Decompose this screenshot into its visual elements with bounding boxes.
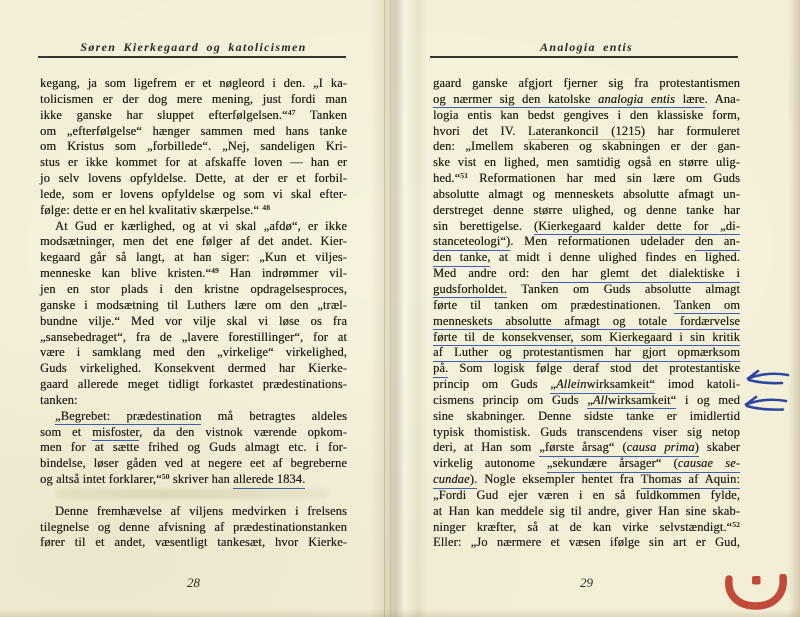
text-segment: jo selv lovens opfyldelse. Dette, at der er et forbil- xyxy=(40,171,347,186)
ink-underlined-text: 50 xyxy=(161,472,170,482)
text-segment: deri, at Han som xyxy=(433,440,540,455)
text-line xyxy=(40,440,347,456)
text-segment: . Men reformationen udelader xyxy=(510,234,695,249)
text-line xyxy=(40,361,347,377)
ink-underlined-text: 49 xyxy=(211,266,219,276)
text-line xyxy=(433,298,740,314)
ink-underlined-text: „ xyxy=(550,377,556,394)
text-line xyxy=(433,535,740,551)
text-segment: førte til tanken om prædestinationen. xyxy=(433,297,674,312)
text-segment: logia entis kan bedst gengives i den klassiske form, xyxy=(433,107,740,122)
text-line xyxy=(433,219,740,235)
text-line xyxy=(40,330,347,346)
ink-underlined-text: analogia entis xyxy=(598,92,675,109)
text-line xyxy=(40,314,347,330)
ink-underlined-text: Allein xyxy=(556,377,587,394)
text-line xyxy=(433,409,740,425)
text-line xyxy=(40,377,347,393)
text-line xyxy=(40,124,347,140)
text-segment: Tanken xyxy=(295,107,348,122)
margin-arrow-icons xyxy=(742,366,794,429)
ink-underlined-text: gudsforholdet. xyxy=(433,282,507,299)
text-segment: Som logisk følge deraf stod det protestantiske xyxy=(448,361,740,376)
text-line xyxy=(40,520,347,536)
text-line xyxy=(40,504,347,520)
ink-underlined-text: cundae xyxy=(433,472,470,489)
text-line xyxy=(40,298,347,314)
ink-underlined-text: wirksamkeit“ xyxy=(608,393,677,410)
text-segment: Med andre ord: xyxy=(433,266,542,281)
text-line xyxy=(40,472,347,488)
text-line xyxy=(433,124,740,140)
text-line xyxy=(433,187,740,203)
left-page-number: 28 xyxy=(187,575,200,590)
text-segment: i og med xyxy=(676,392,741,407)
ink-underlined-text: stanceteologi“) xyxy=(433,234,510,251)
text-segment: skaber xyxy=(698,440,741,455)
left-header-rule xyxy=(38,56,346,58)
text-line xyxy=(40,171,347,187)
text-segment: ganske i modsætning til Luthers lære om den „træl- xyxy=(40,297,347,312)
text-line xyxy=(433,282,740,298)
text-segment: sine skabninger. Denne sidste tanke er imidlertid xyxy=(433,408,740,423)
text-segment: følge: dette er en hel kvalitativ skærpelse.“ xyxy=(40,202,263,217)
ink-underlined-text: Tanken om xyxy=(674,298,740,315)
text-segment: imod katoli- xyxy=(655,377,740,392)
text-line xyxy=(433,520,740,536)
text-segment: sin berettigelse. xyxy=(433,218,534,233)
ink-underlined-text: misfoster xyxy=(92,425,139,442)
text-segment: absolutte almagt og menneskets absolutte afmagt un- xyxy=(433,186,740,201)
text-line xyxy=(433,361,740,377)
text-segment: har formuleret xyxy=(645,123,741,138)
ink-underlined-text: den har glemt det dialektiske i xyxy=(541,266,740,283)
ink-underlined-text: på. xyxy=(433,361,448,378)
text-segment: gaard allerede meget tidligt forkastet prædestinations- xyxy=(40,377,347,392)
text-line xyxy=(433,456,740,472)
text-line xyxy=(40,155,347,171)
text-segment: om „efterfølgelse“ hænger sammen med hans tanke xyxy=(40,123,347,138)
text-line xyxy=(433,314,740,330)
text-line xyxy=(433,76,740,92)
text-line xyxy=(433,155,740,171)
ink-underlined-text: ). xyxy=(470,472,478,489)
text-segment: cismens princip om Guds xyxy=(433,392,588,407)
text-line xyxy=(433,345,740,361)
right-page-text xyxy=(433,76,740,551)
text-segment: jen en stor plads i den kristne opdragelsesproces, xyxy=(40,281,347,296)
ink-underlined-text: førte til de konsekvenser, som Kierkegaard i sin kritik xyxy=(433,330,740,347)
red-stamp-icon xyxy=(720,574,792,614)
text-line xyxy=(433,234,740,250)
ink-underlined-text: 48 xyxy=(262,202,271,212)
text-segment: menneske kan blive kristen.“ xyxy=(40,266,212,281)
gutter-crease xyxy=(390,0,391,617)
text-line xyxy=(433,330,740,346)
left-running-header: Søren Kierkegaard og katolicismen xyxy=(80,40,307,54)
text-segment: princip om Guds xyxy=(433,377,551,392)
text-line xyxy=(433,504,740,520)
ink-underlined-text: causa prima xyxy=(627,440,695,457)
text-segment: kegaard går så langt, at han siger: „Kun et viljes- xyxy=(40,250,347,265)
text-line xyxy=(433,488,740,504)
gutter-crease xyxy=(384,0,385,617)
ink-underlined-text: allerede 1834. xyxy=(233,472,305,489)
text-line xyxy=(40,345,347,361)
text-segment: „Fordi Gud ejer væren i en så fuldkommen fylde, xyxy=(433,487,740,502)
text-line xyxy=(40,108,347,124)
ink-underlined-text: 47 xyxy=(287,107,296,117)
text-line xyxy=(433,425,740,441)
text-segment: men for at sætte frihed og Guds almagt etc. i for- xyxy=(40,440,347,455)
text-line xyxy=(433,440,740,456)
text-line xyxy=(40,393,347,409)
show-through-smudge xyxy=(56,489,328,499)
ink-underlined-text: af Luther og protestantismen har gjort opmærksom xyxy=(433,345,740,362)
text-segment: og altså intet forklarer,“ xyxy=(40,472,162,487)
ink-underlined-text: lære xyxy=(675,92,705,109)
text-line xyxy=(40,76,347,92)
ink-underlined-text: Laterankoncil (1215) xyxy=(527,123,646,138)
right-running-header: Analogia entis xyxy=(540,40,633,54)
ink-underlined-text: „sekundære årsager“ ( xyxy=(547,456,678,473)
text-line xyxy=(40,425,347,441)
text-segment: gaard ganske afgjort fjerner sig fra protestantismen xyxy=(433,76,740,90)
text-segment: At Gud er kærlighed, og at vi skal „afdø“, er ikke xyxy=(55,218,347,233)
text-line xyxy=(40,282,347,298)
text-line xyxy=(433,203,740,219)
ink-underlined-text: den tanke, xyxy=(433,250,490,267)
ink-underlined-text: (Kierkegaard kalder dette for „di- xyxy=(534,219,740,236)
left-page-text xyxy=(40,76,347,551)
text-line xyxy=(433,92,740,108)
text-line xyxy=(40,234,347,250)
text-line xyxy=(40,92,347,108)
text-segment: kegang, ja som ligefrem er et nøgleord i den. „I ka- xyxy=(40,76,347,90)
text-line xyxy=(40,535,347,551)
page-edge-shadow xyxy=(788,0,800,617)
text-line xyxy=(433,250,740,266)
text-segment: at midt i denne ulighed findes en lighed. xyxy=(490,250,740,265)
ink-underlined-text: „Begrebet: prædestination xyxy=(55,409,201,426)
text-line xyxy=(433,108,740,124)
text-segment: Reformationen har med sin lære om Guds xyxy=(468,171,740,186)
ink-underlined-text: All xyxy=(593,393,608,410)
text-segment: Denne fremhævelse af viljens medvirken i frelsens xyxy=(55,503,347,518)
text-segment: „sansebedraget“, fra de „lavere forestillinger“, for at xyxy=(40,329,347,344)
text-line xyxy=(40,187,347,203)
text-segment: at Han kan meddele sig til andre, giver Han sine skab- xyxy=(433,503,740,518)
left-arrow-icon xyxy=(742,366,794,424)
ink-underlined-text: og nærmer sig den katolske xyxy=(433,92,598,109)
text-segment: ske vist en lighed, men samtidig også en større ulig- xyxy=(433,155,740,170)
text-segment: lede, som er lovens opfyldelse og som vi skal efter- xyxy=(40,186,347,201)
text-segment: skriver han xyxy=(169,472,234,487)
text-segment: ninger kræfter, så at de kan virke selvstændigt.“ xyxy=(433,519,733,534)
text-segment: , da den vistnok værende opkom- xyxy=(139,424,347,439)
page-bottom-shadow xyxy=(0,609,800,617)
text-line xyxy=(40,409,347,425)
text-segment: ikke ganske har sluppet efterfølgelsen.“ xyxy=(40,107,288,122)
ink-underlined-text: wirksamkeit“ xyxy=(586,377,655,394)
text-segment: hvori det IV. xyxy=(433,123,528,138)
text-segment: . Ana- xyxy=(704,91,740,106)
text-segment: modsætninger, men det ene følger af det andet. Kier- xyxy=(40,234,347,249)
text-segment: stus er ikke kommet for at afskaffe loven — han er xyxy=(40,155,347,170)
text-line xyxy=(40,266,347,282)
ink-underlined-text: den an- xyxy=(695,234,740,251)
ink-underlined-text: 52 xyxy=(732,519,740,529)
text-segment: den: „Imellem skaberen og skabningen er der gan- xyxy=(433,139,740,154)
text-segment: som et xyxy=(40,424,93,439)
text-segment: derstreget denne større ulighed, og denne tanke har xyxy=(433,202,740,217)
text-line xyxy=(433,472,740,488)
text-segment: være i samklang med den „virkelige“ virkelighed, xyxy=(40,345,347,360)
text-segment: om Kristus som „forbillede“. „Nej, sandeligen Kri- xyxy=(40,139,347,154)
ink-underlined-text: „første årsag“ ( xyxy=(539,440,626,457)
text-line xyxy=(40,250,347,266)
text-segment: typisk thomistisk. Guds transcendens viser sig netop xyxy=(433,424,740,439)
ink-underlined-text: ) xyxy=(695,440,699,457)
text-line xyxy=(433,139,740,155)
text-line xyxy=(433,266,740,282)
gutter-shadow xyxy=(370,0,428,617)
text-segment: Guds virkelighed. Konsekvent dermed har Kierke- xyxy=(40,361,347,376)
text-segment: virkelig autonome xyxy=(433,456,547,471)
text-line xyxy=(433,377,740,393)
ink-underlined-text: „ xyxy=(587,393,593,410)
text-segment: Eller: „Jo nærmere et væsen ifølge sin art er Gud, xyxy=(433,535,740,550)
text-segment: tilegnelse og denne afvisning af prædestinationstanken xyxy=(40,519,347,534)
ink-underlined-text: 51 xyxy=(460,171,469,181)
text-segment: Han indrømmer vil- xyxy=(218,266,347,281)
text-line xyxy=(40,456,347,472)
right-page-number: 29 xyxy=(580,575,593,590)
text-segment: Nogle eksempler hentet fra xyxy=(477,472,641,487)
text-line xyxy=(433,393,740,409)
text-segment: bindelse, løser gåden ved at negere eet af begreberne xyxy=(40,456,347,471)
ink-underlined-text: menneskets absolutte afmagt og totale fordærvelse xyxy=(433,314,740,331)
ink-underlined-text: causae se- xyxy=(678,456,740,473)
text-line xyxy=(40,203,347,219)
text-line xyxy=(433,171,740,187)
text-segment: hed.“ xyxy=(433,171,461,186)
text-segment: må betragtes aldeles xyxy=(201,408,347,423)
text-line xyxy=(40,139,347,155)
text-segment: tanken: xyxy=(40,392,78,407)
text-segment: Tanken om Guds absolutte almagt xyxy=(507,281,740,296)
text-segment: tolicismen er der dog mere mening, just fordi man xyxy=(40,91,347,106)
right-header-rule xyxy=(430,56,738,58)
text-line xyxy=(40,219,347,235)
text-segment: bundne vilje.“ Med vor vilje skal vi løse os fra xyxy=(40,313,347,328)
ink-underlined-text: Thomas af Aquin: xyxy=(641,472,740,489)
text-segment: fører til et andet, væsentligt tankesæt, hvor Kierke- xyxy=(40,535,347,550)
